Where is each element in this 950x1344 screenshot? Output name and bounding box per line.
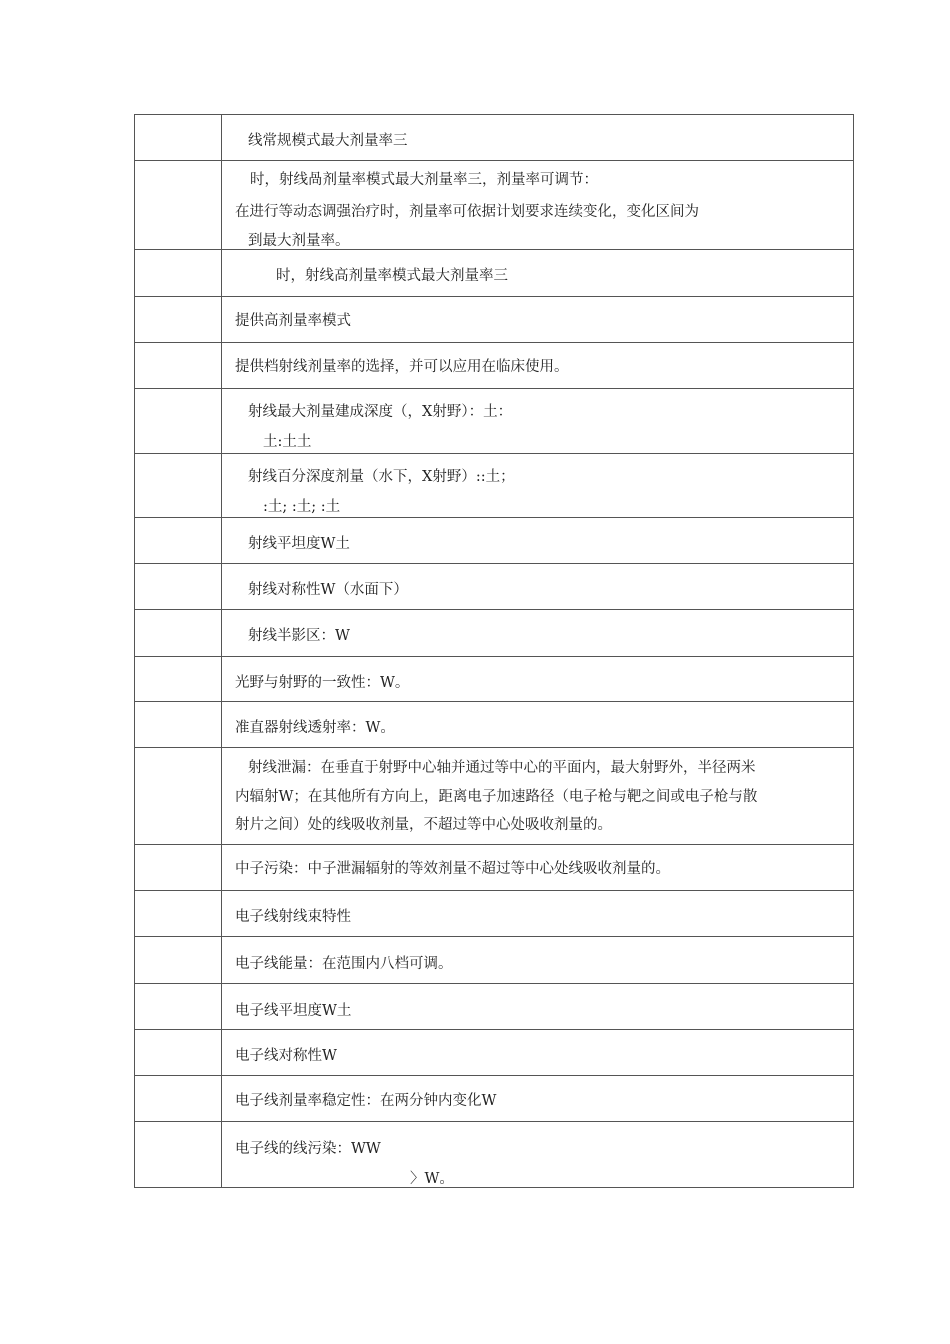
index-cell xyxy=(135,610,222,657)
spec-table xyxy=(134,114,854,1188)
spec-text-line: 线常规模式最大剂量率三 xyxy=(248,133,408,149)
index-cell xyxy=(135,115,222,161)
spec-text-line: 射线平坦度W土 xyxy=(248,536,350,552)
index-cell xyxy=(135,702,222,748)
index-cell xyxy=(135,1030,222,1076)
spec-text-line: 提供高剂量率模式 xyxy=(235,313,351,329)
index-cell xyxy=(135,518,222,564)
table-row xyxy=(135,250,854,297)
spec-text-line: 射片之间）处的线吸收剂量，不超过等中心处吸收剂量的。 xyxy=(235,817,612,833)
table-row xyxy=(135,115,854,161)
spec-text-line: 电子线能量：在范围内八档可调。 xyxy=(235,956,453,972)
spec-cell xyxy=(222,250,854,297)
spec-cell xyxy=(222,937,854,984)
index-cell xyxy=(135,1122,222,1188)
spec-text-line: 射线百分深度剂量（水下，X射野）::土； xyxy=(248,469,515,485)
spec-text-line: 电子线的线污染：WW xyxy=(235,1141,381,1157)
spec-cell xyxy=(222,1122,854,1188)
spec-text-line: 电子线对称性W xyxy=(235,1048,337,1064)
table-row xyxy=(135,891,854,937)
index-cell xyxy=(135,250,222,297)
spec-cell xyxy=(222,389,854,454)
spec-text-line: 电子线平坦度W土 xyxy=(235,1003,352,1019)
index-cell xyxy=(135,297,222,343)
index-cell xyxy=(135,845,222,891)
spec-text-line: 中子污染：中子泄漏辐射的等效剂量不超过等中心处线吸收剂量的。 xyxy=(235,861,670,877)
index-cell xyxy=(135,657,222,702)
index-cell xyxy=(135,984,222,1030)
spec-cell xyxy=(222,1076,854,1122)
spec-text-line: 准直器射线透射率：W。 xyxy=(235,720,395,736)
table-row xyxy=(135,1076,854,1122)
table-row xyxy=(135,297,854,343)
index-cell xyxy=(135,937,222,984)
spec-text-line: 电子线剂量率稳定性：在两分钟内变化W xyxy=(235,1093,497,1109)
table-row xyxy=(135,518,854,564)
index-cell xyxy=(135,891,222,937)
spec-text-line: 〉W。 xyxy=(410,1171,454,1187)
spec-text-line: 射线最大剂量建成深度（，X射野）：土： xyxy=(248,404,513,420)
spec-cell xyxy=(222,748,854,845)
spec-cell xyxy=(222,343,854,389)
spec-text-line: 射线半影区：W xyxy=(248,628,350,644)
spec-text-line: 提供档射线剂量率的选择，并可以应用在临床使用。 xyxy=(235,359,569,375)
table-row xyxy=(135,1122,854,1188)
spec-cell xyxy=(222,454,854,518)
spec-cell xyxy=(222,1030,854,1076)
table-row xyxy=(135,984,854,1030)
table-row xyxy=(135,454,854,518)
spec-cell xyxy=(222,297,854,343)
table-row xyxy=(135,937,854,984)
index-cell xyxy=(135,1076,222,1122)
table-row xyxy=(135,610,854,657)
spec-cell xyxy=(222,610,854,657)
spec-text-line: 电子线射线束特性 xyxy=(235,909,351,925)
index-cell xyxy=(135,564,222,610)
spec-text-line: 光野与射野的一致性：W。 xyxy=(235,675,410,691)
spec-text-line: 射线泄漏：在垂直于射野中心轴并通过等中心的平面内，最大射野外，半径两米 xyxy=(248,760,756,776)
spec-cell xyxy=(222,891,854,937)
table-row xyxy=(135,702,854,748)
table-row xyxy=(135,389,854,454)
spec-text-line: 在进行等动态调强治疗时，剂量率可依据计划要求连续变化，变化区间为 xyxy=(235,204,699,220)
spec-text-line: 土:土土 xyxy=(263,434,312,450)
spec-cell xyxy=(222,657,854,702)
spec-text-line: 内辐射W；在其他所有方向上，距离电子加速路径（电子枪与靶之间或电子枪与散 xyxy=(235,789,758,805)
spec-text-line: 时，射线高剂量率模式最大剂量率三 xyxy=(276,268,508,284)
spec-cell xyxy=(222,984,854,1030)
spec-text-line: 到最大剂量率。 xyxy=(248,233,350,249)
table-row xyxy=(135,343,854,389)
spec-text-line: 射线对称性W（水面下） xyxy=(248,582,408,598)
spec-cell xyxy=(222,564,854,610)
index-cell xyxy=(135,389,222,454)
index-cell xyxy=(135,454,222,518)
table-row xyxy=(135,564,854,610)
table-row xyxy=(135,845,854,891)
table-row xyxy=(135,161,854,250)
spec-cell xyxy=(222,115,854,161)
table-row xyxy=(135,657,854,702)
spec-cell xyxy=(222,845,854,891)
spec-text-line: :土; :土; :土 xyxy=(263,499,341,515)
table-row xyxy=(135,1030,854,1076)
spec-cell xyxy=(222,161,854,250)
spec-text-line: 时，射线咼剂量率模式最大剂量率三，剂量率可调节： xyxy=(250,172,598,188)
index-cell xyxy=(135,343,222,389)
index-cell xyxy=(135,748,222,845)
spec-cell xyxy=(222,518,854,564)
table-row xyxy=(135,748,854,845)
index-cell xyxy=(135,161,222,250)
spec-cell xyxy=(222,702,854,748)
